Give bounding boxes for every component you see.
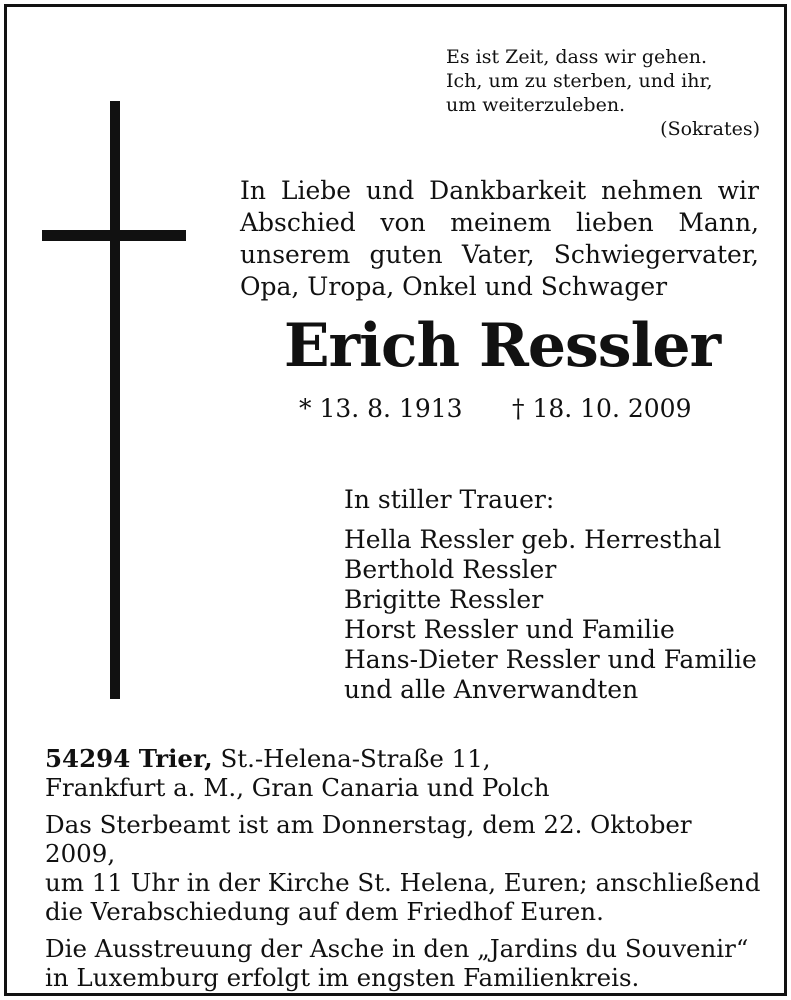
quote-line: Es ist Zeit, dass wir gehen.	[446, 46, 708, 68]
address-street: St.-Helena-Straße 11,	[220, 744, 491, 773]
address-postal-city: 54294 Trier,	[45, 744, 213, 773]
death-date: † 18. 10. 2009	[512, 394, 692, 423]
mourner-name: Hans-Dieter Ressler und Familie	[344, 645, 757, 674]
mourner-name: Hella Ressler geb. Herresthal	[344, 525, 722, 554]
quote-author: (Sokrates)	[660, 118, 760, 140]
intro-line: Abschied von meinem lieben Mann,	[240, 208, 759, 237]
service-line: die Verabschiedung auf dem Friedhof Euren.	[45, 897, 604, 926]
service-line: um 11 Uhr in der Kirche St. Helena, Euren; anschließend	[45, 868, 761, 897]
quote-block	[446, 45, 762, 141]
quote-line: Ich, um zu sterben, und ihr,	[446, 70, 713, 92]
mourners-heading: In stiller Trauer:	[344, 485, 555, 514]
ashes-line: Die Ausstreuung der Asche in den „Jardins du Souvenir“	[45, 934, 749, 963]
address	[45, 744, 761, 802]
intro-line: unserem guten Vater, Schwiegervater,	[240, 240, 759, 269]
service-line: Das Sterbeamt ist am Donnerstag, dem 22. Oktober 2009,	[45, 810, 692, 868]
deceased-name: Erich Ressler	[283, 311, 721, 381]
cross-icon	[110, 101, 120, 699]
ashes-line: in Luxemburg erfolgt im engsten Familienkreis.	[45, 963, 640, 992]
quote-line: um weiterzuleben.	[446, 94, 626, 116]
mourners-block	[344, 485, 757, 705]
cross-icon-bar	[42, 230, 186, 241]
ashes-notice	[45, 934, 761, 992]
mourner-name: Berthold Ressler	[344, 555, 557, 584]
mourner-name: Horst Ressler und Familie	[344, 615, 675, 644]
intro-text	[240, 175, 759, 303]
intro-line: In Liebe und Dankbarkeit nehmen wir	[240, 176, 759, 205]
service-notice	[45, 810, 761, 926]
footer-block	[45, 744, 761, 996]
birth-date: * 13. 8. 1913	[299, 394, 463, 423]
intro-line: Opa, Uropa, Onkel und Schwager	[240, 272, 668, 301]
obituary-frame	[4, 4, 787, 996]
mourner-name: und alle Anverwandten	[344, 675, 639, 704]
address-other-places: Frankfurt a. M., Gran Canaria und Polch	[45, 773, 550, 802]
mourner-name: Brigitte Ressler	[344, 585, 544, 614]
